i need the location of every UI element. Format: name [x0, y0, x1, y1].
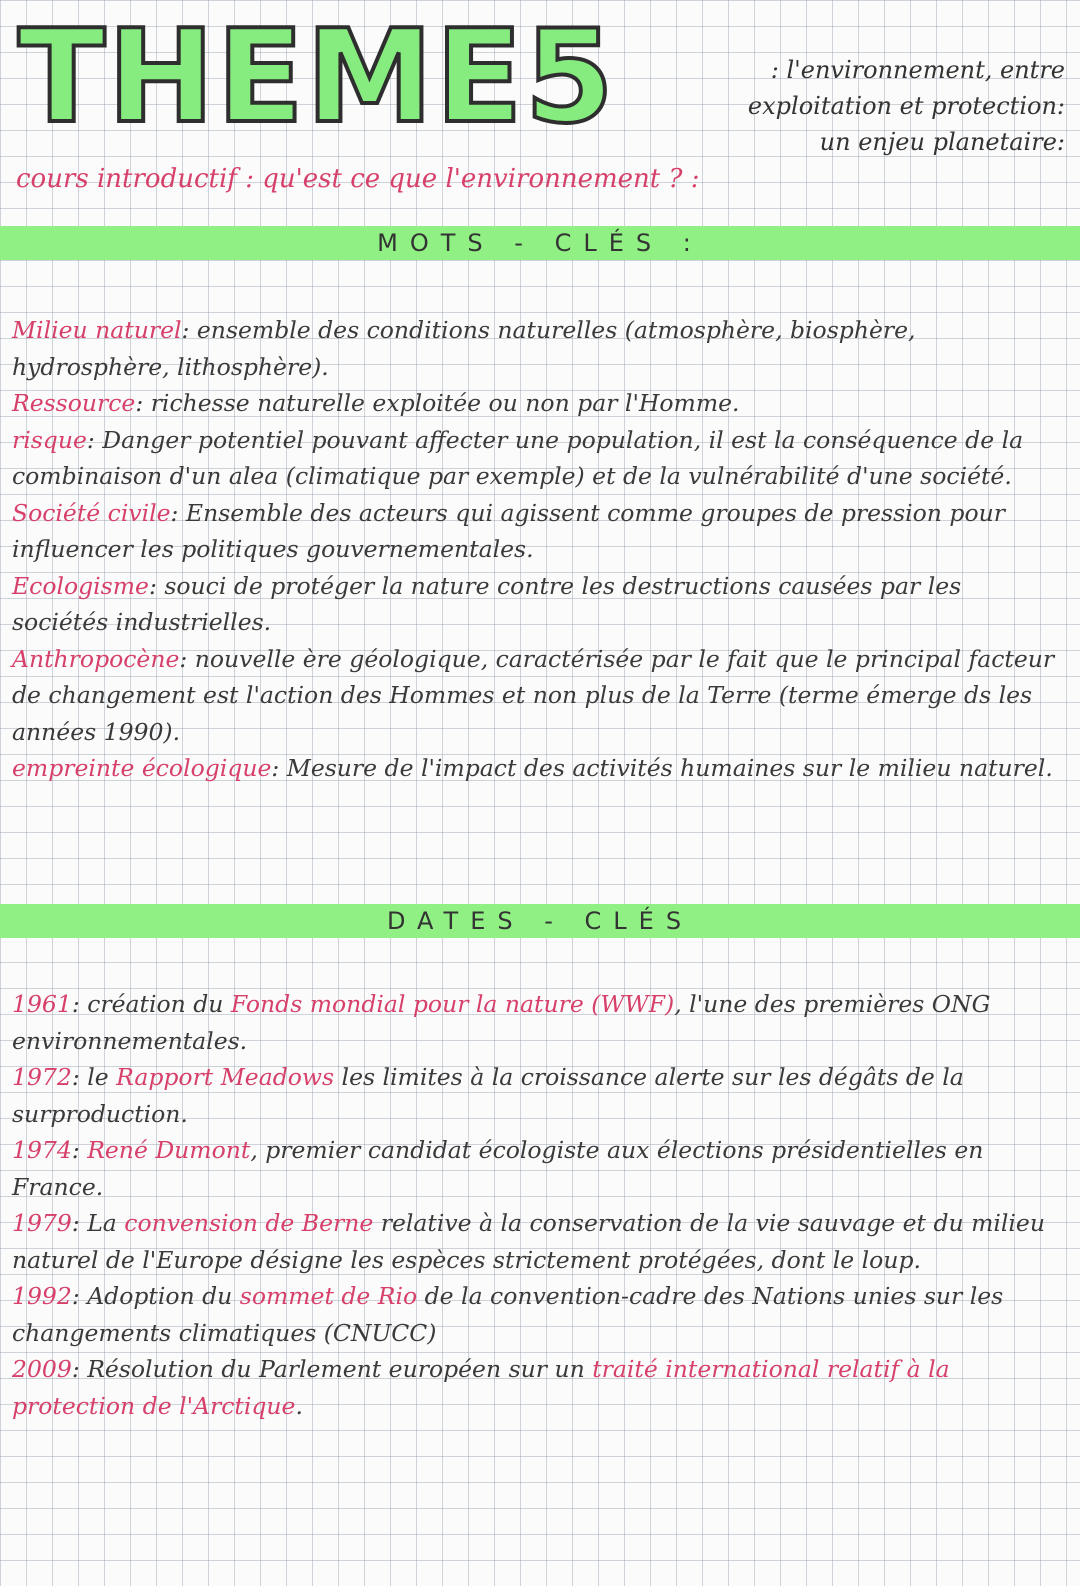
date-text: : création du: [71, 990, 231, 1018]
date-text: : Résolution du Parlement européen sur un: [71, 1355, 593, 1383]
date-item: [12, 1059, 1062, 1132]
keyword-definition: : ensemble des conditions naturelles (atmosphère, biosphère, hydrosphère, lithosphère).: [12, 316, 916, 381]
subtitle-line: un enjeu planetaire:: [819, 128, 1065, 156]
date-text: de la convention-cadre des Nations unies sur les changements climatiques (CNUCC): [12, 1282, 1004, 1347]
date-item: [12, 1278, 1062, 1351]
keyword-definition: : richesse naturelle exploitée ou non par l'Homme.: [135, 389, 740, 417]
date-text: : le: [71, 1063, 117, 1091]
date-highlight: Fonds mondial pour la nature (WWF): [230, 990, 675, 1018]
keyword-term: risque: [12, 425, 87, 454]
keyword-item: [12, 641, 1062, 751]
date-text: , l'une des premières ONG environnementales.: [12, 990, 991, 1055]
date-year: 1979: [12, 1209, 72, 1237]
date-text: .: [295, 1391, 303, 1420]
date-highlight: Rapport Meadows: [116, 1063, 335, 1091]
theme-subtitle: [655, 52, 1065, 160]
keywords-heading: MOTS - CLÉS :: [377, 229, 703, 257]
keyword-item: [12, 312, 1062, 385]
date-item: [12, 1132, 1062, 1205]
subtitle-line: : l'environnement, entre: [770, 56, 1065, 84]
date-highlight: convension de Berne: [124, 1209, 374, 1237]
date-highlight: sommet de Rio: [239, 1282, 418, 1310]
keyword-term: Ecologisme: [12, 571, 149, 600]
keyword-term: Ressource: [12, 389, 136, 417]
keyword-term: Milieu naturel: [12, 316, 182, 344]
date-item: [12, 986, 1062, 1059]
date-text: : Adoption du: [71, 1282, 240, 1310]
keyword-definition: : Ensemble des acteurs qui agissent comme groupes de pression pour influencer les politiques gouvernementales.: [12, 498, 1005, 563]
keyword-item: [12, 568, 1062, 641]
keyword-definition: : nouvelle ère géologique, caractérisée par le fait que le principal facteur de changement est l'action des Hommes et non plus de la Terre (terme émerge ds les années 1990).: [12, 644, 1055, 746]
keyword-definition: : Mesure de l'impact des activités humaines sur le milieu naturel.: [271, 754, 1053, 782]
keyword-definition: : souci de protéger la nature contre les destructions causées par les sociétés industrielles.: [12, 571, 962, 636]
keyword-term: Anthropocène: [12, 644, 180, 673]
date-year: 1992: [12, 1282, 72, 1310]
date-item: [12, 1205, 1062, 1278]
dates-list: [12, 986, 1062, 1424]
keyword-term: Société civile: [12, 498, 171, 527]
date-highlight: traité international relatif à la protection de l'Arctique: [12, 1355, 950, 1420]
theme-title: THEME5: [18, 3, 616, 152]
date-text: relative à la conservation de la vie sauvage et du milieu naturel de l'Europe désigne les espèces strictement protégées, dont le loup.: [12, 1209, 1045, 1274]
date-highlight: René Dumont: [87, 1136, 251, 1164]
subtitle-line: exploitation et protection:: [747, 92, 1065, 120]
keywords-list: [12, 312, 1062, 787]
date-text: , premier candidat écologiste aux élections présidentielles en France.: [12, 1136, 984, 1201]
keyword-item: [12, 495, 1062, 568]
date-year: 2009: [12, 1355, 72, 1383]
dates-heading: DATES - CLÉS: [386, 907, 694, 935]
keyword-term: empreinte écologique: [12, 754, 272, 782]
date-year: 1961: [12, 990, 72, 1018]
date-text: : La: [71, 1209, 125, 1237]
keyword-item: [12, 385, 1062, 422]
keyword-definition: : Danger potentiel pouvant affecter une population, il est la conséquence de la combinaison d'un alea (climatique par exemple) et de la vulnérabilité d'une société.: [12, 425, 1024, 490]
date-text: :: [71, 1136, 88, 1164]
date-text: les limites à la croissance alerte sur les dégâts de la surproduction.: [12, 1063, 964, 1128]
keyword-item: [12, 750, 1062, 787]
date-year: 1972: [12, 1063, 72, 1091]
keyword-item: [12, 422, 1062, 495]
date-item: [12, 1351, 1062, 1424]
intro-question: cours introductif : qu'est ce que l'environnement ? :: [16, 164, 700, 194]
date-year: 1974: [12, 1136, 72, 1164]
